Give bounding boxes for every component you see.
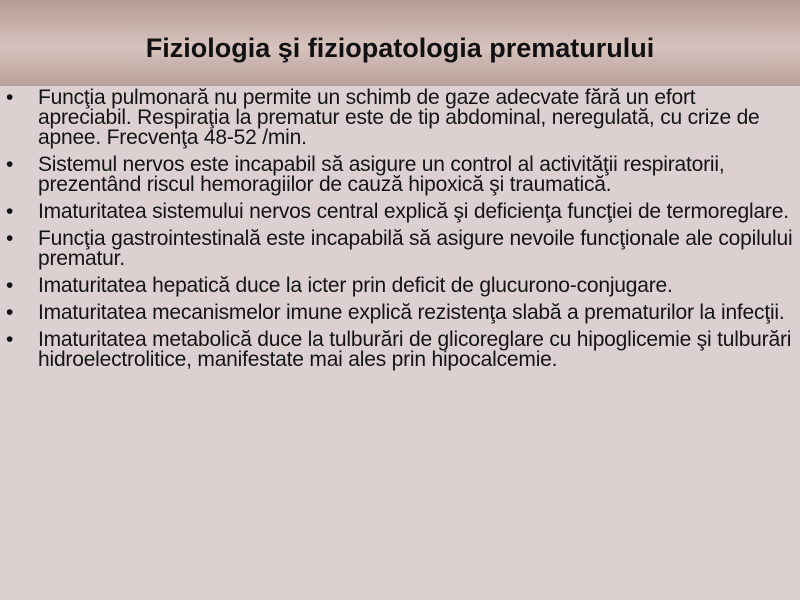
bullet-item-nervous-system xyxy=(6,155,794,195)
bullet-list xyxy=(6,88,794,377)
bullet-dot-icon: • xyxy=(6,301,14,324)
bullet-dot-icon: • xyxy=(6,227,14,250)
slide-title: Fiziologia şi fiziopatologia prematurului xyxy=(145,33,655,63)
bullet-item-hepatic xyxy=(6,276,794,296)
bullet-text: Sistemul nervos este incapabil să asigure un control al activităţii respiratorii, prezentând riscul hemoragiilor de cauză hipoxică şi traumatică. xyxy=(38,153,725,196)
bullet-dot-icon: • xyxy=(6,153,14,176)
bullet-dot-icon: • xyxy=(6,200,14,223)
bullet-item-metabolic xyxy=(6,330,794,370)
bullet-text: Imaturitatea mecanismelor imune explică rezistenţa slabă a prematurilor la infecţii. xyxy=(38,301,785,324)
bullet-item-gastrointestinal xyxy=(6,229,794,269)
bullet-item-immune xyxy=(6,303,794,323)
bullet-text: Funcţia pulmonară nu permite un schimb de gaze adecvate fără un efort apreciabil. Respiraţia la prematur este de tip abdominal, neregulată, cu crize de apnee. Frecvenţa 48-52 /min. xyxy=(38,86,760,149)
bullet-dot-icon: • xyxy=(6,328,14,351)
bullet-dot-icon: • xyxy=(6,86,14,109)
bullet-dot-icon: • xyxy=(6,274,14,297)
bullet-text: Imaturitatea metabolică duce la tulburări de glicoreglare cu hipoglicemie şi tulburări hidroelectrolitice, manifestate mai ales prin hipocalcemie. xyxy=(38,328,792,371)
bullet-item-pulmonary-function xyxy=(6,88,794,148)
slide-content-panel xyxy=(0,86,800,600)
bullet-text: Funcţia gastrointestinală este incapabilă să asigure nevoile funcţionale ale copilului prematur. xyxy=(38,227,793,270)
bullet-text: Imaturitatea hepatică duce la icter prin deficit de glucurono-conjugare. xyxy=(38,274,673,297)
bullet-item-thermoregulation xyxy=(6,202,794,222)
bullet-text: Imaturitatea sistemului nervos central explică şi deficienţa funcţiei de termoreglare. xyxy=(38,200,789,223)
